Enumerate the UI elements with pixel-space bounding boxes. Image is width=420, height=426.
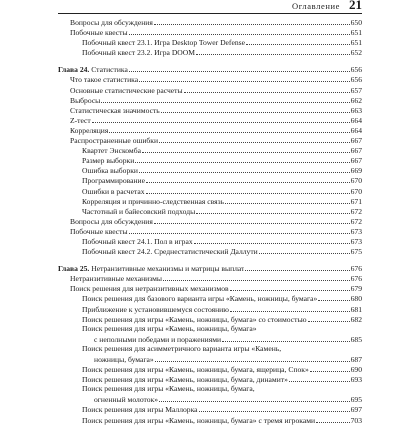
toc-entry[interactable]	[58, 95, 362, 105]
toc-entry[interactable]	[58, 175, 362, 185]
toc-entry-title: Что такое статистика	[70, 75, 139, 85]
dot-leader	[139, 74, 349, 82]
toc-page-number: 672	[350, 216, 362, 226]
toc-entry-title: Побочный квест 23.1. Игра Desktop Tower Defense	[82, 38, 245, 48]
dot-leader	[245, 263, 349, 271]
toc-entry[interactable]	[58, 216, 362, 226]
toc-entry-title: Приближение к установившемуся состоянию	[82, 304, 229, 314]
toc-entry-title: Ошибки в расчетах	[82, 186, 145, 196]
toc-entry[interactable]	[58, 135, 362, 145]
toc-page-number: 680	[350, 294, 362, 304]
toc-page-number: 656	[350, 65, 362, 75]
toc-entry-title: Поиск решения для игры «Камень, ножницы, бумага, динамит»	[82, 375, 288, 385]
toc-page-number: 673	[350, 236, 362, 246]
toc-page-number: 685	[350, 334, 362, 344]
toc-entry[interactable]	[58, 155, 362, 165]
running-header	[58, 0, 362, 14]
toc-page-number: 667	[350, 146, 362, 156]
toc-page-number: 656	[350, 75, 362, 85]
chapter-label: Глава 25.	[58, 264, 92, 274]
toc-entry-title: Побочные квесты	[70, 226, 128, 236]
toc-page-number: 672	[350, 206, 362, 216]
toc-entry-title: Поиск решения для игры «Камень, ножницы, бумага»	[82, 323, 257, 333]
dot-leader	[230, 304, 350, 312]
toc-page-number: 662	[350, 95, 362, 105]
dot-leader	[154, 216, 350, 224]
toc-entry[interactable]	[58, 74, 362, 84]
toc-entry[interactable]	[58, 374, 362, 384]
dot-leader	[146, 186, 350, 194]
toc-chapter-entry[interactable]	[58, 64, 362, 74]
toc-entry-title: Программирование	[82, 176, 145, 186]
dot-leader	[194, 236, 350, 244]
toc-entry[interactable]	[58, 344, 362, 354]
toc-entry-title: ножницы, бумага»	[94, 355, 154, 364]
toc-entry-title: Поиск решения для игры «Камень, ножницы, бумага» с тремя игроками	[82, 415, 316, 425]
toc-entry-title: Вопросы для обсуждения	[70, 216, 153, 226]
toc-entry[interactable]	[58, 246, 362, 256]
toc-entry[interactable]	[58, 125, 362, 135]
toc-page-number: 676	[350, 274, 362, 284]
chapter-title: Нетранзитивные механизмы и матрицы выплат	[91, 264, 245, 274]
toc-page-number: 652	[350, 48, 362, 58]
toc-entry-title: Побочный квест 23.2. Игра DOOM	[82, 48, 196, 58]
toc-entry-title: Побочный квест 24.1. Пол в играх	[82, 236, 193, 246]
toc-page-number: 651	[350, 28, 362, 38]
toc-entry-title: Квартет Энскомба	[82, 146, 141, 156]
dot-leader	[225, 196, 350, 204]
toc-entry[interactable]	[58, 226, 362, 236]
toc-page-number: 670	[350, 186, 362, 196]
dot-leader	[161, 105, 350, 113]
dot-leader	[196, 47, 350, 55]
dot-leader	[155, 354, 350, 362]
toc-entry[interactable]	[58, 324, 362, 334]
dot-leader	[246, 37, 350, 45]
toc-page-number: 687	[350, 355, 362, 364]
toc-entry-title: Побочные квесты	[70, 28, 128, 38]
toc-page-number: 697	[350, 405, 362, 415]
toc-entry[interactable]	[58, 354, 362, 364]
chapter-label: Глава 24.	[58, 65, 92, 75]
toc-entry[interactable]	[58, 236, 362, 246]
dot-leader	[135, 155, 349, 163]
dot-leader	[289, 374, 350, 382]
chapter-title: Статистика	[91, 65, 128, 75]
toc-page-number: 673	[350, 226, 362, 236]
dot-leader	[139, 165, 350, 173]
toc-entry-title: огненный молоток»	[94, 395, 159, 405]
dot-leader	[318, 293, 349, 301]
toc-entry[interactable]	[58, 334, 362, 344]
toc-entry-title: Размер выборки	[82, 156, 135, 166]
toc-page-number: 663	[350, 105, 362, 115]
toc-entry-title: Поиск решения для нетранзитивных механизмов	[70, 284, 229, 294]
toc-entry[interactable]	[58, 105, 362, 115]
toc-page-number: 693	[350, 375, 362, 385]
dot-leader	[159, 394, 350, 402]
toc-entry[interactable]	[58, 304, 362, 314]
dot-leader	[310, 364, 350, 372]
toc-spacer	[58, 57, 362, 64]
toc-entry[interactable]	[58, 47, 362, 57]
toc-page-number: 675	[350, 247, 362, 257]
toc-entry-title: Поиск решения для игры «Камень, ножницы, бумага» со стоимостью	[82, 314, 307, 324]
toc-page-number: 664	[350, 115, 362, 125]
dot-leader	[159, 135, 350, 143]
toc-entry[interactable]	[58, 37, 362, 47]
page-number: 21	[349, 0, 362, 12]
dot-leader	[101, 95, 349, 103]
toc-page-number: 681	[350, 304, 362, 314]
toc-entry[interactable]	[58, 206, 362, 216]
toc-entry[interactable]	[58, 364, 362, 374]
toc-page-number: 682	[350, 314, 362, 324]
toc-page-number: 667	[350, 136, 362, 146]
toc-page-number: 695	[350, 395, 362, 405]
dot-leader	[129, 226, 350, 234]
toc-entry[interactable]	[58, 186, 362, 196]
toc-entry[interactable]	[58, 273, 362, 283]
toc-entry[interactable]	[58, 404, 362, 414]
toc-page-number: 670	[350, 176, 362, 186]
toc-page-number: 676	[350, 264, 362, 274]
toc-entry[interactable]	[58, 394, 362, 404]
toc-page-number: 650	[350, 18, 362, 27]
dot-leader	[109, 125, 349, 133]
toc-entry-title: с неполными победами и поражениями	[94, 334, 222, 344]
toc-entry[interactable]	[58, 27, 362, 37]
dot-leader	[308, 314, 350, 322]
table-of-contents	[58, 17, 362, 425]
dot-leader	[129, 64, 350, 72]
toc-entry-title: Выбросы	[70, 95, 101, 105]
toc-entry-title: Частотный и байесовский подходы	[82, 206, 196, 216]
toc-entry-title: Статистическая значимость	[70, 105, 160, 115]
toc-entry-title: Ошибка выборки	[82, 166, 139, 176]
toc-entry-title: Поиск решения для игры «Камень, ножницы, бумага, ящерица, Спок»	[82, 365, 309, 375]
toc-entry-title: Поиск решения для игры «Камень, ножницы, бумага,	[82, 384, 255, 394]
toc-page-number: 671	[350, 196, 362, 206]
toc-spacer	[58, 256, 362, 263]
toc-entry-title: Нетранзитивные механизмы	[70, 274, 163, 284]
toc-page-number: 679	[350, 284, 362, 294]
toc-chapter-entry[interactable]	[58, 263, 362, 273]
toc-entry[interactable]	[58, 17, 362, 27]
toc-entry[interactable]	[58, 115, 362, 125]
dot-leader	[196, 206, 349, 214]
toc-entry[interactable]	[58, 145, 362, 155]
toc-page-number: 651	[350, 38, 362, 48]
dot-leader	[163, 273, 350, 281]
running-header-title: Оглавление	[292, 1, 340, 11]
toc-entry-title: Поиск решения для игры Маллорка	[82, 405, 198, 415]
toc-entry-title: Поиск решения для базового варианта игры «Камень, ножницы, бумага»	[82, 294, 318, 304]
toc-page-number: 664	[350, 125, 362, 135]
toc-page-number: 657	[350, 85, 362, 95]
toc-page-number: 667	[350, 156, 362, 166]
toc-entry[interactable]	[58, 283, 362, 293]
toc-page-number: 703	[350, 415, 362, 425]
dot-leader	[259, 246, 350, 254]
toc-entry-title	[58, 65, 128, 75]
toc-entry-title: Побочный квест 24.2. Среднестатистический Даллути	[82, 247, 258, 257]
toc-page-number: 669	[350, 166, 362, 176]
toc-entry[interactable]	[58, 314, 362, 324]
toc-entry[interactable]	[58, 165, 362, 175]
dot-leader	[230, 283, 350, 291]
toc-entry-title: Вопросы для обсуждения	[70, 18, 153, 27]
dot-leader	[316, 415, 350, 423]
toc-entry-title: Распространенные ошибки	[70, 136, 159, 146]
dot-leader	[222, 334, 350, 342]
toc-entry-title: Z-тест	[70, 115, 91, 125]
toc-page-number: 690	[350, 365, 362, 375]
dot-leader	[129, 27, 350, 35]
toc-entry[interactable]	[58, 293, 362, 303]
toc-entry-title: Корреляция и причинно-следственная связь	[82, 196, 225, 206]
dot-leader	[142, 145, 350, 153]
toc-entry[interactable]	[58, 85, 362, 95]
toc-entry[interactable]	[58, 384, 362, 394]
dot-leader	[184, 85, 350, 93]
toc-entry-title: Корреляция	[70, 125, 109, 135]
toc-entry[interactable]	[58, 196, 362, 206]
dot-leader	[92, 115, 350, 123]
dot-leader	[199, 404, 350, 412]
toc-entry-title: Поиск решения для асимметричного варианта игры «Камень,	[82, 343, 282, 353]
toc-entry-title: Основные статистические расчеты	[70, 85, 183, 95]
dot-leader	[146, 175, 350, 183]
dot-leader	[154, 17, 350, 25]
